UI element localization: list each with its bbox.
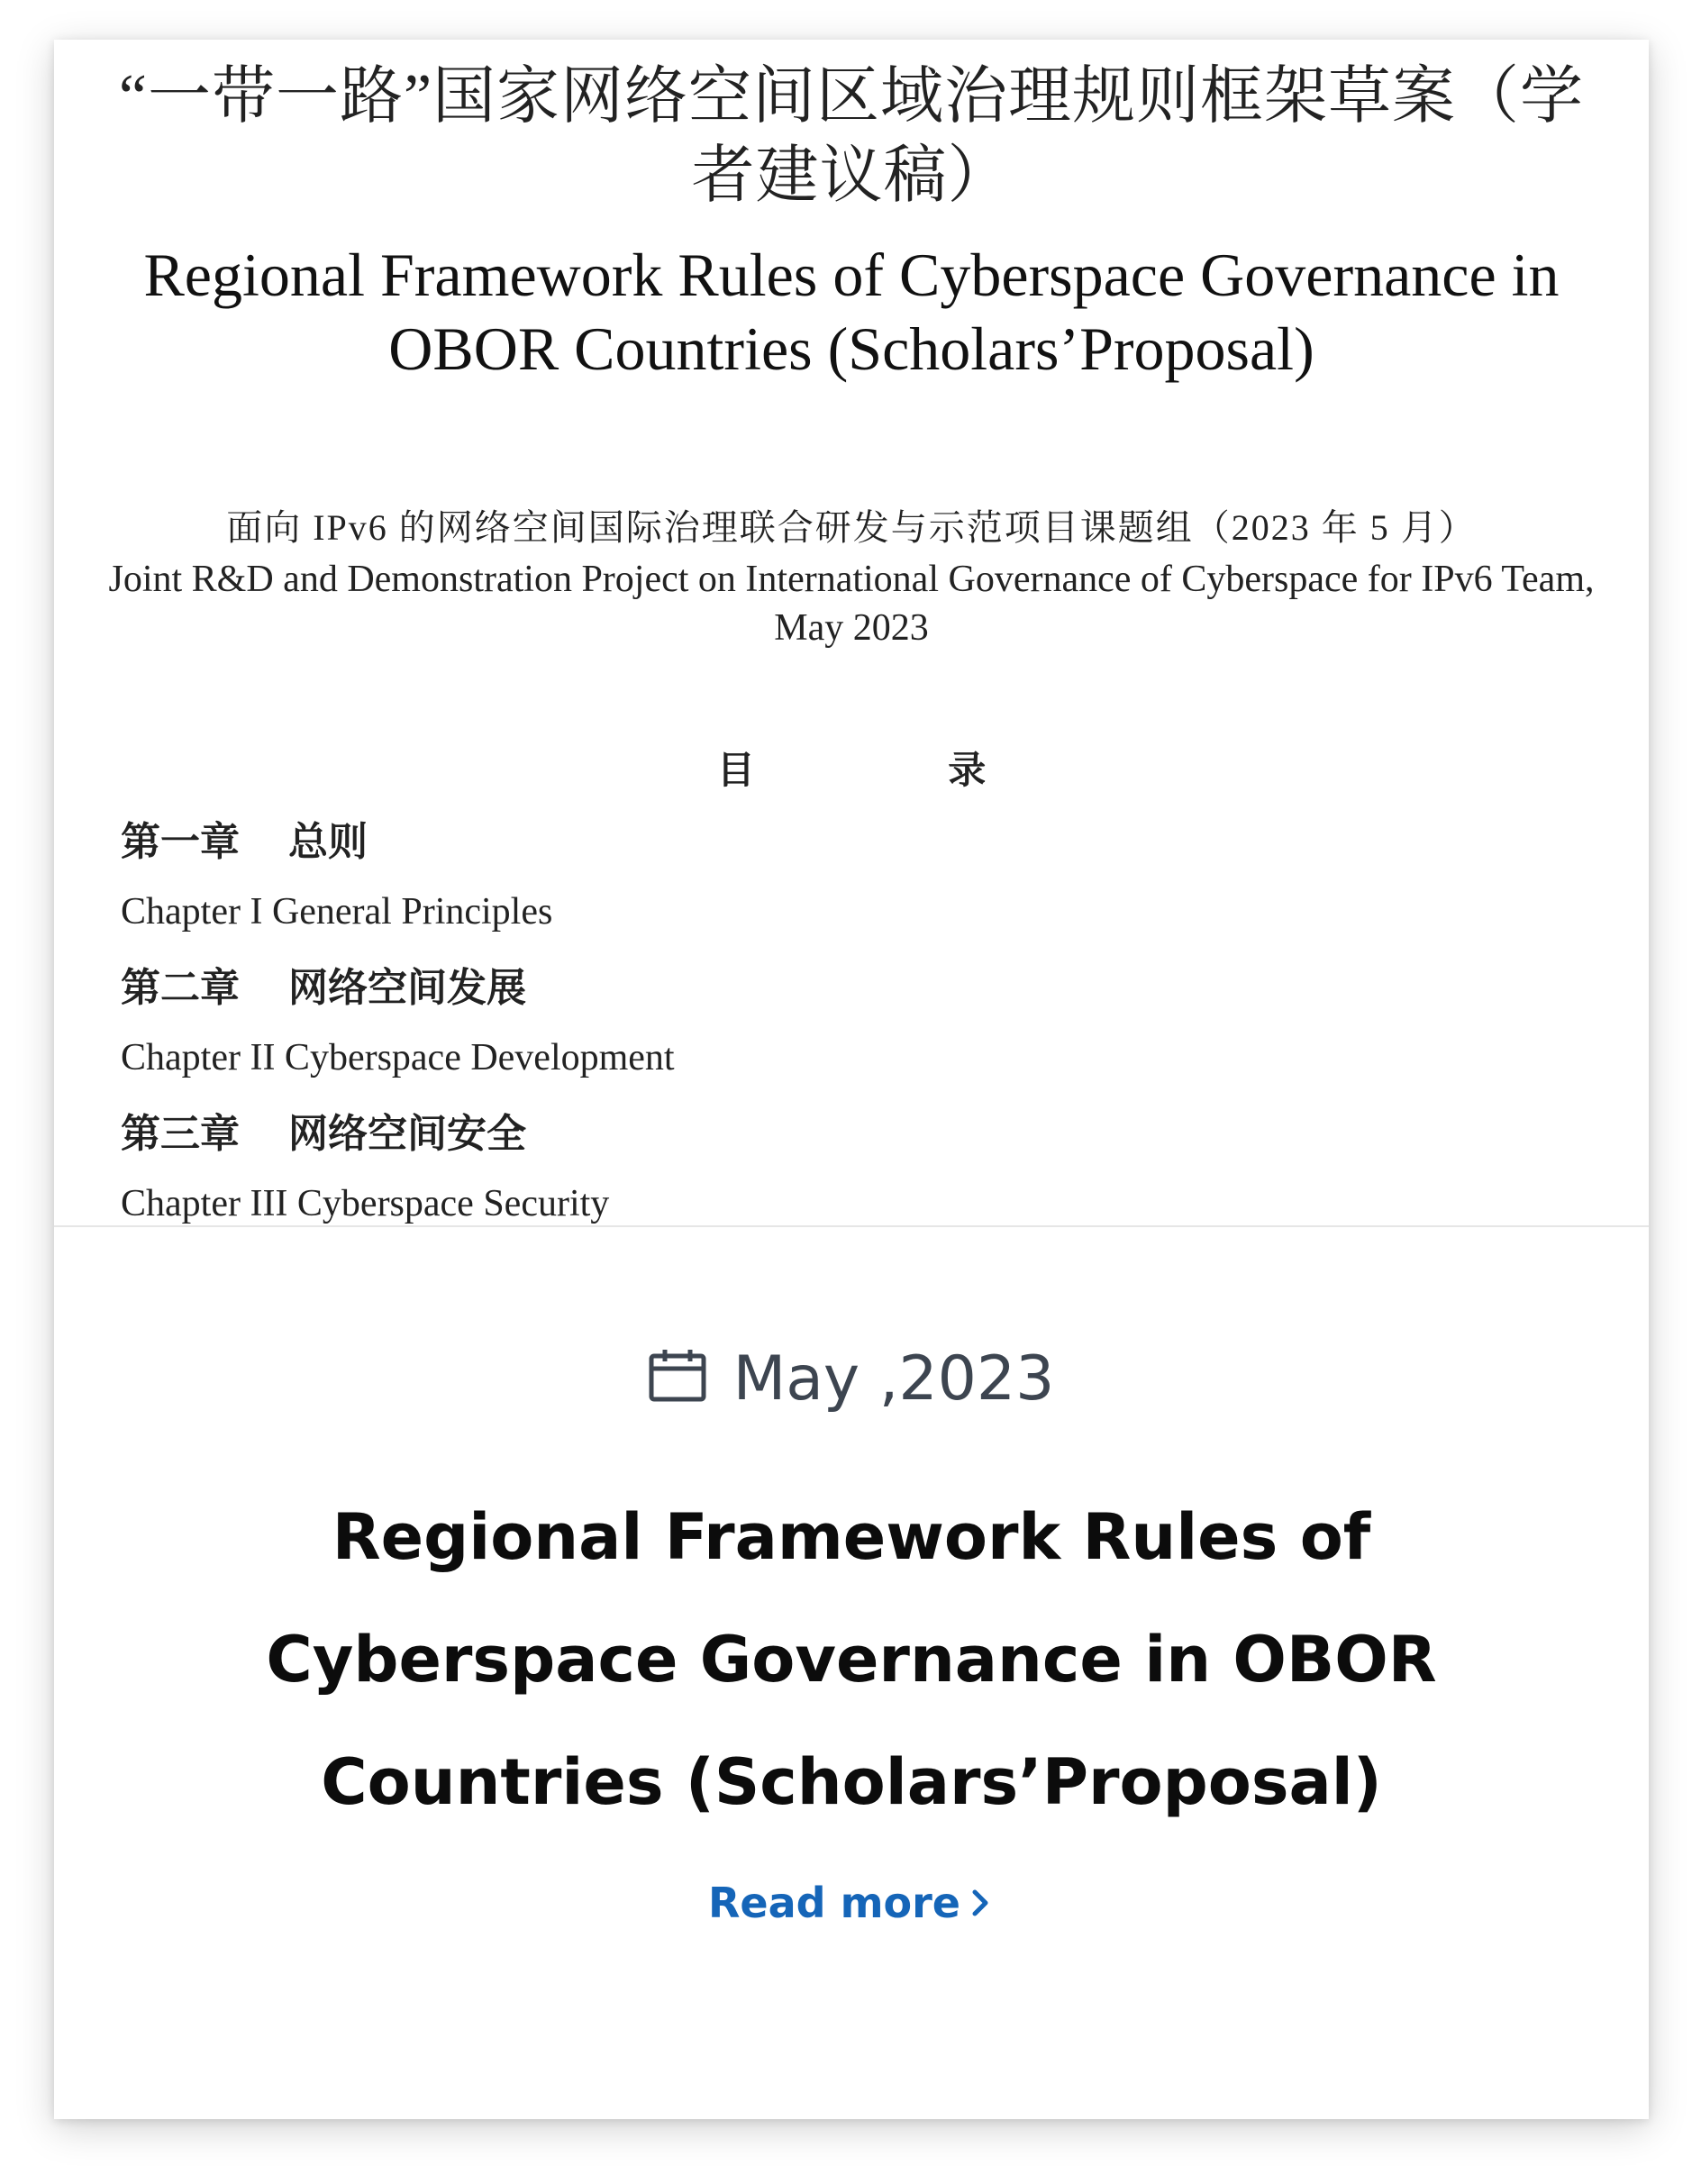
chevron-right-icon: [968, 1879, 995, 1916]
document-title-chinese: “一带一路”国家网络空间区域治理规则框架草案（学者建议稿）: [118, 62, 1585, 211]
toc-chapter-title: 总则: [288, 819, 368, 865]
post-date: [54, 1339, 1649, 1420]
read-more-label: Read more: [707, 1879, 961, 1927]
toc-chapter-title: 网络空间安全: [288, 1111, 526, 1157]
toc-chapter-number: 第一章: [121, 819, 240, 865]
calendar-icon: [649, 1342, 706, 1397]
toc-chapter-title: 网络空间发展: [288, 965, 526, 1011]
post-card: [54, 40, 1649, 2119]
toc-chapter-number: 第二章: [121, 965, 240, 1011]
post-date-text: May ,2023: [732, 1343, 1055, 1415]
document-title-english: Regional Framework Rules of Cyberspace Governance in OBOR Countries (Scholars’Proposal): [143, 241, 1560, 383]
toc-chapter-2-chinese: [121, 962, 1562, 1033]
toc-chapter-3-english: Chapter III Cyberspace Security: [121, 1183, 610, 1224]
toc-chapter-1-english: Chapter I General Principles: [121, 891, 553, 933]
toc-chapter-1-chinese: [121, 816, 1562, 887]
table-of-contents-heading: 目 录: [716, 748, 1041, 792]
post-thumbnail[interactable]: [54, 40, 1649, 1227]
toc-chapter-2-english: Chapter II Cyberspace Development: [121, 1037, 675, 1078]
toc-chapter-3-chinese: [121, 1108, 1562, 1178]
table-of-contents: [121, 816, 1562, 1227]
document-organization-chinese: 面向 IPv6 的网络空间国际治理联合研发与示范项目课题组（2023 年 5 月）: [226, 507, 1477, 548]
document-organization-english: Joint R&D and Demonstration Project on International Governance of Cyberspace for IPv6 Team, May 2023: [108, 559, 1595, 649]
toc-chapter-number: 第三章: [121, 1111, 240, 1157]
post-title[interactable]: Regional Framework Rules of Cyberspace Governance in OBOR Countries (Scholars’Proposal): [266, 1500, 1437, 1819]
read-more-link[interactable]: [54, 1876, 1649, 1930]
